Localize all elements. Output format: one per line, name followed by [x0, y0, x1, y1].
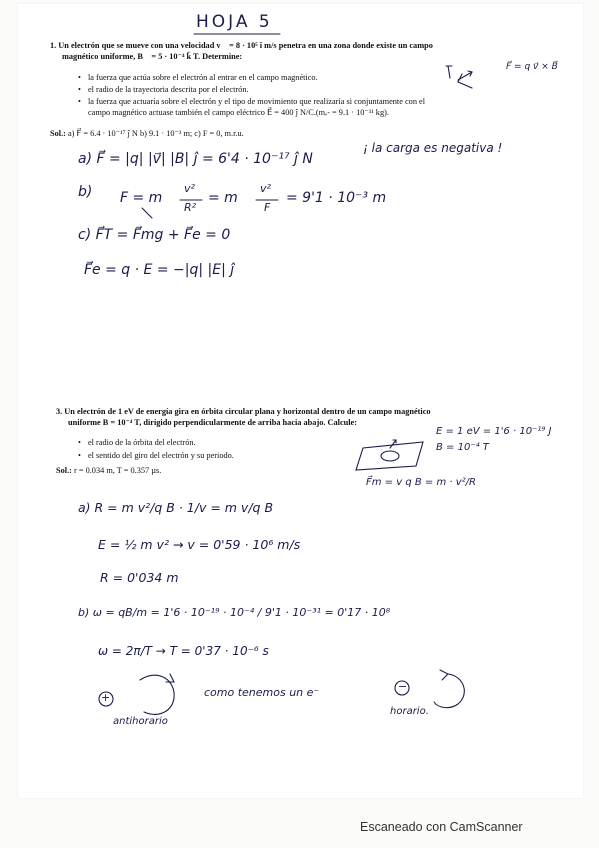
- hand-force-relation: F⃗m = v q B = m · v²/R: [366, 477, 476, 488]
- solution-label: Sol.:: [50, 129, 66, 138]
- hand-3-radius: R = 0'034 m: [100, 570, 179, 585]
- hand-plus-sign: +: [101, 691, 111, 704]
- problem3-line1: 3. Un electrón de 1 eV de energía gira en órbita circular plana y horizontal dentro de un campo magnético: [56, 407, 431, 416]
- hand-1b-frac2-den: F: [264, 201, 271, 214]
- hand-horario: horario.: [390, 706, 429, 717]
- hand-data-field: B = 10⁻⁴ T: [436, 442, 489, 453]
- solution-text: a) F⃗ = 6.4 · 10⁻¹⁷ ĵ N b) 9.1 · 10⁻³ m; c) F = 0, m.r.u.: [67, 129, 244, 138]
- hand-1b-eq: = m: [208, 190, 238, 206]
- hand-minus-sign: −: [398, 680, 408, 693]
- hand-3b-period: ω = 2π/T → T = 0'37 · 10⁻⁶ s: [98, 644, 269, 658]
- scanned-page: [18, 4, 583, 798]
- problem1-line1: 1. Un electrón que se mueve con una velocidad v⃗ = 8 · 10⁵ î m/s penetra en una zona donde existe un campo: [50, 41, 433, 50]
- hand-3a: a) R = m v²/q B · 1/v = m v/q B: [78, 500, 274, 515]
- problem3-bullet-1: • el radio de la órbita del electrón.: [88, 437, 196, 448]
- hand-antihorario: antihorario: [113, 716, 168, 727]
- hand-1b-result: = 9'1 · 10⁻³ m: [286, 190, 387, 206]
- hand-1b-frac1-den: R²: [184, 201, 197, 214]
- problem1-bullet-3: • la fuerza que actuaría sobre el electrón y el tipo de movimiento que realizaría si conjuntamente con el: [88, 96, 425, 107]
- problem1-bullet-2: • el radio de la trayectoria descrita por el electrón.: [88, 84, 249, 95]
- problem3-line2: uniforme B = 10⁻⁴ T, dirigido perpendicularmente de arriba hacia abajo. Calcule:: [68, 418, 357, 427]
- hand-1b-frac2-num: v²: [260, 182, 271, 195]
- hand-1c: c) F⃗T = F⃗mg + F⃗e = 0: [78, 227, 231, 243]
- solution3-text: r = 0.034 m, T = 0.357 µs.: [73, 466, 162, 475]
- problem1-bullet-3-cont: campo magnético actuase también el campo eléctrico E⃗ = 400 ĵ N/C.(mₑ- = 9.1 · 10⁻³¹ kg).: [88, 108, 389, 117]
- hand-3-energy: E = ½ m v² → v = 0'59 · 10⁶ m/s: [98, 537, 301, 552]
- hand-fe: F⃗e = q · E = −|q| |E| ĵ: [84, 262, 235, 278]
- hand-3b-omega: b) ω = qB/m = 1'6 · 10⁻¹⁹ · 10⁻⁴ / 9'1 · 10⁻³¹ = 0'17 · 10⁸: [78, 606, 391, 619]
- hand-data-energy: E = 1 eV = 1'6 · 10⁻¹⁹ J: [436, 426, 552, 437]
- hand-1a: a) F⃗ = |q| |v⃗| |B| ĵ = 6'4 · 10⁻¹⁷ ĵ N: [78, 151, 313, 167]
- hand-1b-label: b): [78, 184, 93, 200]
- problem1-line2: magnético uniforme, B⃗ = 5 · 10⁻⁴ k̂ T. Determine:: [62, 52, 243, 61]
- hand-note: ¡ la carga es negativa !: [363, 141, 503, 155]
- problem1-bullet-1: • la fuerza que actúa sobre el electrón al entrar en el campo magnético.: [88, 72, 318, 83]
- hand-1b-frac1-num: v²: [184, 182, 195, 195]
- problem3-bullet-2: • el sentido del giro del electrón y su periodo.: [88, 450, 234, 461]
- hand-1b-lhs: F = m: [120, 190, 163, 206]
- page-title: HOJA 5: [196, 12, 273, 32]
- hand-force-formula: F⃗ = q v⃗ × B⃗: [506, 62, 558, 72]
- hand-middle-text: como tenemos un e⁻: [204, 686, 320, 699]
- solution3-label: Sol.:: [56, 466, 72, 475]
- scanner-footer: Escaneado con CamScanner: [360, 820, 523, 834]
- rotation-sketches: [18, 4, 583, 744]
